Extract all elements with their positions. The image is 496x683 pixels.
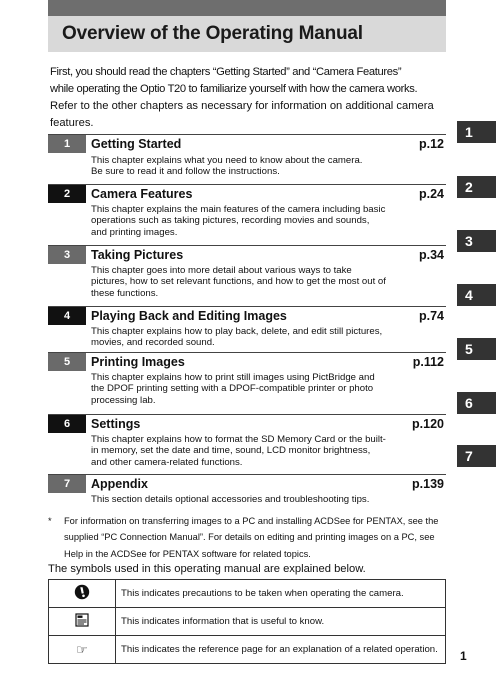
page-title-band xyxy=(48,16,446,52)
chapter-number: 7 xyxy=(48,475,86,493)
table-row xyxy=(49,580,446,608)
chapter-1 xyxy=(48,134,446,180)
chapter-page-link[interactable]: p.120 xyxy=(412,417,444,431)
symbol-icon-cell xyxy=(49,636,116,664)
chapter-title: Playing Back and Editing Images xyxy=(91,309,287,323)
chapter-page-link[interactable]: p.139 xyxy=(412,477,444,491)
chapter-description-line: This chapter goes into more detail about various ways to take xyxy=(91,265,352,276)
symbol-description: This indicates the reference page for an explanation of a related operation. xyxy=(116,636,446,664)
symbol-description: This indicates information that is useful to know. xyxy=(116,608,446,636)
chapter-number: 1 xyxy=(48,135,86,153)
chapter-title: Getting Started xyxy=(91,137,182,151)
chapter-7 xyxy=(48,474,446,509)
chapter-number: 5 xyxy=(48,353,86,371)
chapter-description-line: processing lab. xyxy=(91,394,156,406)
caution-icon xyxy=(74,592,90,603)
chapter-title: Appendix xyxy=(91,477,148,491)
symbol-icon-cell xyxy=(49,608,116,636)
chapter-page-link[interactable]: p.74 xyxy=(418,309,444,323)
chapter-4 xyxy=(48,306,446,352)
chapter-page-link[interactable]: p.112 xyxy=(412,355,444,369)
chapter-description-line: This chapter explains the main features of the camera including basic xyxy=(91,204,386,215)
symbols-intro: The symbols used in this operating manual are explained below. xyxy=(48,563,366,575)
side-tab-1[interactable]: 1 xyxy=(457,121,496,143)
chapter-description xyxy=(91,265,441,299)
header-top-bar xyxy=(48,0,446,16)
intro-paragraph xyxy=(50,64,450,98)
pointing-hand-icon: ☞ xyxy=(76,642,88,657)
intro-paragraph-2: Refer to the other chapters as necessary for information on additional camera features. xyxy=(50,100,434,130)
chapter-number: 2 xyxy=(48,185,86,203)
chapter-3 xyxy=(48,245,446,302)
side-tab-5[interactable]: 5 xyxy=(457,338,496,360)
chapter-title: Taking Pictures xyxy=(91,248,184,262)
chapter-page-link[interactable]: p.12 xyxy=(418,137,444,151)
chapter-number: 3 xyxy=(48,246,86,264)
chapter-2 xyxy=(48,184,446,241)
chapter-description xyxy=(91,326,441,349)
symbol-icon-cell xyxy=(49,580,116,608)
chapter-description-line: the DPOF printing setting with a DPOF-compatible printer or photo xyxy=(91,383,374,395)
footnote-text: For information on transferring images to a PC and installing ACDSee for PENTAX, see the supplied “PC Connection Manual”. For details on editing and printing images on a PC, see Help in the ACDSee for PENTAX software for related topics. xyxy=(64,516,439,559)
footnote-marker: * xyxy=(48,516,52,526)
symbols-table xyxy=(48,579,446,664)
chapter-number: 4 xyxy=(48,307,86,325)
chapter-description-line: This chapter explains what you need to know about the camera. xyxy=(91,155,363,166)
intro-line-1: First, you should read the chapters “Getting Started” and “Camera Features” xyxy=(50,66,402,78)
page-title: Overview of the Operating Manual xyxy=(62,23,363,44)
chapter-description-line: This chapter explains how to format the SD Memory Card or the built- xyxy=(91,434,386,445)
table-row xyxy=(49,636,446,664)
table-row xyxy=(49,608,446,636)
chapter-description xyxy=(91,434,441,468)
chapter-description xyxy=(91,204,441,238)
chapter-description-line: This chapter explains how to play back, delete, and edit still pictures, xyxy=(91,326,383,337)
chapter-title: Settings xyxy=(91,417,141,431)
side-tab-4[interactable]: 4 xyxy=(457,284,496,306)
chapter-description-line: and printing images. xyxy=(91,226,178,238)
chapter-description-line: in memory, set the date and time, sound, LCD monitor brightness, xyxy=(91,445,371,457)
side-tab-6[interactable]: 6 xyxy=(457,392,496,414)
page-number: 1 xyxy=(460,649,467,663)
side-tab-2[interactable]: 2 xyxy=(457,176,496,198)
side-tab-7[interactable]: 7 xyxy=(457,445,496,467)
symbol-description: This indicates precautions to be taken when operating the camera. xyxy=(116,580,446,608)
side-tab-3[interactable]: 3 xyxy=(457,230,496,252)
chapter-description-line: This section details optional accessories and troubleshooting tips. xyxy=(91,494,370,505)
intro-line-2: while operating the Optio T20 to familiarize yourself with how the camera works. xyxy=(50,83,418,96)
chapter-description xyxy=(91,494,441,505)
chapter-description-line: Be sure to read it and follow the instructions. xyxy=(91,166,280,178)
chapter-description xyxy=(91,155,441,178)
chapter-5 xyxy=(48,352,446,411)
chapter-description-line: operations such as taking pictures, recording movies and sounds, xyxy=(91,215,370,227)
chapter-description-line: and other camera-related functions. xyxy=(91,456,243,468)
chapter-description xyxy=(91,372,441,406)
chapter-6 xyxy=(48,414,446,471)
chapter-number: 6 xyxy=(48,415,86,433)
footnote xyxy=(48,513,448,562)
chapter-title: Camera Features xyxy=(91,187,193,201)
chapter-title: Printing Images xyxy=(91,355,185,369)
chapter-description-line: This chapter explains how to print still images using PictBridge and xyxy=(91,372,375,383)
chapter-description-line: movies, and recorded sound. xyxy=(91,337,215,349)
chapter-description-line: pictures, how to set relevant functions, and how to get the most out of xyxy=(91,276,386,288)
memo-icon xyxy=(75,619,89,630)
chapter-page-link[interactable]: p.34 xyxy=(418,248,444,262)
chapter-page-link[interactable]: p.24 xyxy=(418,187,444,201)
chapter-description-line: these functions. xyxy=(91,287,159,299)
